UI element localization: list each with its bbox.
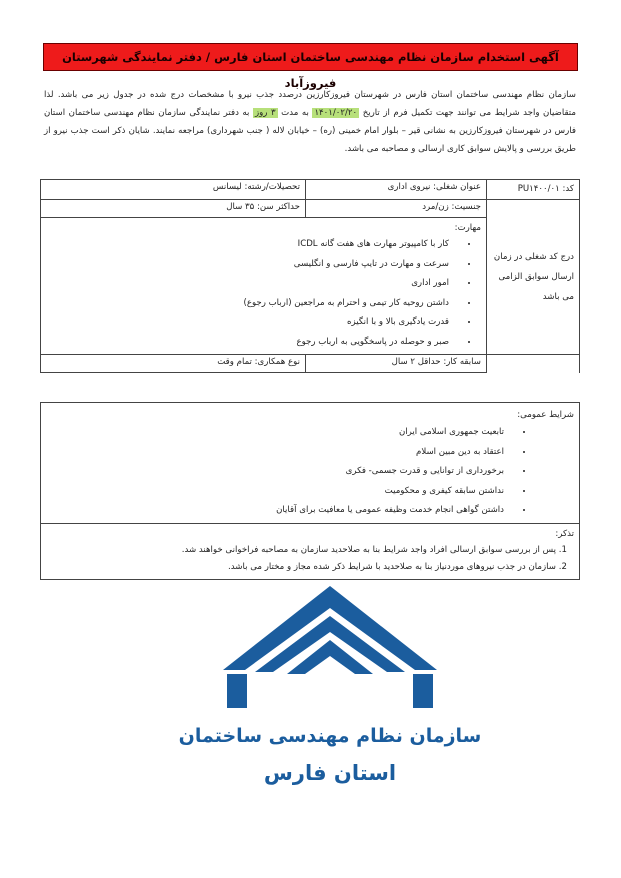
condition-item: • اعتقاد به دین مبین اسلام bbox=[46, 443, 514, 463]
notes-cell bbox=[41, 523, 580, 579]
note-item: 1. پس از بررسی سوابق ارسالی افراد واجد شرایط بنا به صلاحدید سازمان به مصاحبه فراخوانی خواهند شد. bbox=[46, 542, 556, 559]
max-age: حداکثر سن: ۳۵ سال bbox=[226, 202, 300, 212]
logo-text-line2: استان فارس bbox=[263, 761, 397, 785]
skill-item: • سرعت و مهارت در تایپ فارسی و انگلیسی bbox=[46, 255, 459, 275]
duration: ۳ روز bbox=[254, 108, 276, 118]
condition-item: • تابعیت جمهوری اسلامی ایران bbox=[46, 423, 514, 443]
start-date: ۱۴۰۱/۰۲/۲۰ bbox=[314, 108, 358, 118]
skill-item: • قدرت یادگیری بالا و با انگیزه bbox=[46, 313, 459, 333]
notes-list bbox=[46, 542, 574, 576]
logo-text-line1: سازمان نظام مهندسی ساختمان bbox=[178, 725, 482, 747]
gender: جنسیت: زن/مرد bbox=[422, 202, 481, 212]
conditions-heading: شرایط عمومی: bbox=[517, 410, 574, 420]
intro-text-1: سازمان نظام مهندسی ساختمان استان فارس در شهرستان فیروزکارزین درصدد جذب نیرو با مشخصات درج شده در جدول زیر می باشد. لذا متقاضیان واجد شرایط می توانند جهت تکمیل فرم از تاریخ bbox=[44, 90, 576, 118]
job-title: عنوان شغلی: نیروی اداری bbox=[387, 182, 481, 192]
education-cell bbox=[41, 180, 306, 200]
notes-heading: تذکر: bbox=[555, 528, 574, 539]
announcement-banner bbox=[43, 43, 578, 90]
cooperation-cell bbox=[41, 355, 306, 373]
education: تحصیلات/رشته: لیسانس bbox=[212, 182, 300, 192]
job-code-cell bbox=[487, 180, 580, 200]
intro-paragraph bbox=[44, 86, 576, 158]
job-title-cell bbox=[306, 180, 487, 200]
cooperation-type: نوع همکاری: تمام وقت bbox=[217, 357, 300, 367]
intro-text-3: به دفتر نمایندگی سازمان نظام مهندسی ساختمان استان فارس در شهرستان فیروزکارزین به نشانی قیر – بلوار امام خمینی (ره) – خیابان لاله ( جنب شهرداری) مراجعه نمایند. شایان ذکر است جذب نیرو از طریق بررسی و پالایش سوابق کاری ارسالی و مصاحبه می باشد. bbox=[44, 108, 576, 154]
skills-cell bbox=[41, 218, 487, 355]
organization-logo bbox=[178, 582, 482, 827]
job-code-label: کد: bbox=[562, 184, 574, 194]
logo-emblem-icon bbox=[223, 586, 437, 708]
conditions-list bbox=[46, 423, 574, 521]
experience-cell bbox=[306, 355, 487, 373]
job-code-value: PU۱۴۰۰/۰۱ bbox=[517, 184, 560, 194]
skill-item: • صبر و حوصله در پاسخگویی به ارباب رجوع bbox=[46, 333, 459, 353]
intro-text-2: به مدت bbox=[277, 108, 313, 118]
skills-list bbox=[46, 235, 481, 352]
gender-cell bbox=[306, 200, 487, 218]
conditions-table bbox=[40, 402, 580, 580]
banner-title: آگهی استخدام سازمان نظام مهندسی ساختمان استان فارس / دفتر نمایندگی شهرستان فیروزآباد bbox=[62, 50, 559, 90]
skill-item: • داشتن روحیه کار تیمی و احترام به مراجعین (ارباب رجوع) bbox=[46, 294, 459, 314]
skill-item: • امور اداری bbox=[46, 274, 459, 294]
code-note-cell bbox=[487, 200, 580, 355]
experience: سابقه کار: حداقل ۲ سال bbox=[391, 357, 481, 367]
condition-item: • نداشتن سابقه کیفری و محکومیت bbox=[46, 482, 514, 502]
condition-item: • داشتن گواهی انجام خدمت وظیفه عمومی یا معافیت برای آقایان bbox=[46, 501, 514, 521]
skills-heading: مهارت: bbox=[454, 223, 481, 233]
note-item: 2. سازمان در جذب نیروهای موردنیاز بنا به صلاحدید با شرایط ذکر شده مجاز و مختار می باشد. bbox=[46, 559, 556, 576]
skill-item: • کار با کامپیوتر مهارت های هفت گانه ICDL bbox=[46, 235, 459, 255]
code-note: درج کد شغلی در زمان ارسال سوابق الزامی می باشد bbox=[493, 252, 574, 302]
job-table bbox=[40, 179, 580, 373]
age-cell bbox=[41, 200, 306, 218]
general-conditions-cell bbox=[41, 403, 580, 524]
condition-item: • برخورداری از توانایی و قدرت جسمی- فکری bbox=[46, 462, 514, 482]
